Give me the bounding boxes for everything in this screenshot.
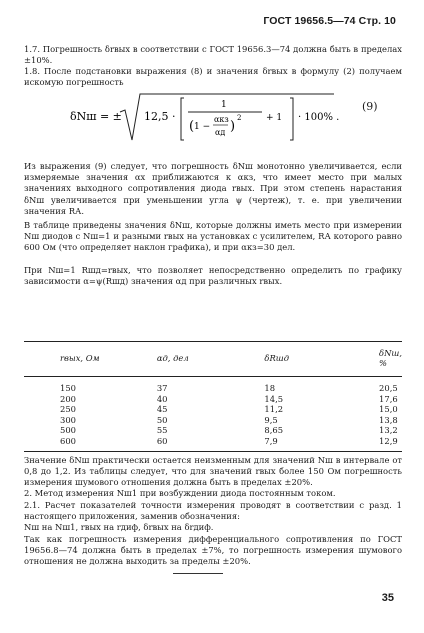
paragraph-table-intro: В таблице приведены значения δNш, которые должны иметь место при измерении Nш диодов с Nш=1 и разными rвых на установках с усилителем, RА которого равно 600 Ом (что определяет наклон графика), и при αкз=30 дел. [24, 220, 402, 253]
cell-delta-n: 17,6 [379, 393, 398, 404]
cell-r-out: 200 [60, 393, 76, 404]
paragraph-1-7: 1.7. Погрешность δrвых в соответствии с ГОСТ 19656.3—74 должна быть в пределах ±10%. [24, 44, 402, 66]
formula-num: 1 [221, 100, 227, 110]
table-row [24, 436, 402, 451]
svg-text:2: 2 [237, 114, 242, 122]
col-header-alpha-d: αд, дел [121, 342, 229, 377]
table-row [24, 425, 402, 436]
cell-alpha-d: 45 [156, 404, 168, 415]
cell-delta-r: 9,5 [264, 414, 278, 425]
table-row [24, 377, 402, 394]
paragraph-2-1: 2.1. Расчет показателей точности измерения проводят в соответствии с разд. 1 настоящего приложения, заменив обозначения: [24, 500, 402, 522]
table-row [24, 415, 402, 426]
cell-r-out: 150 [60, 383, 76, 393]
paragraph-2: 2. Метод измерения Nш1 при возбуждении диода постоянным током. [24, 488, 336, 498]
cell-delta-r: 7,9 [228, 436, 339, 451]
end-rule [173, 573, 223, 574]
cell-alpha-d: 50 [156, 414, 168, 425]
results-table [24, 341, 402, 452]
cell-r-out: 500 [60, 425, 76, 436]
col-header-delta-r: δRшд [228, 342, 339, 377]
formula-plus-one: + 1 [266, 113, 283, 123]
cell-delta-r: 11,2 [264, 404, 284, 415]
table-row [24, 394, 402, 405]
formula-lhs: δNш = ± [70, 110, 122, 123]
paragraph-substitutions: Nш на Nш1, rвых на rдиф, δrвых на δrдиф. [24, 522, 214, 532]
cell-alpha-d: 55 [156, 425, 168, 436]
cell-delta-n: 12,9 [339, 436, 402, 451]
page-header: ГОСТ 19656.5—74 Стр. 10 [263, 15, 396, 27]
cell-alpha-d: 37 [156, 383, 168, 393]
paragraph-final: Так как погрешность измерения дифференциального сопротивления по ГОСТ 19656.8—74 должна быть в пределах ±7%, то погрешность измерения шумового отношения не должна выходить за пределы ±20%. [24, 534, 402, 567]
cell-delta-n: 20,5 [379, 383, 398, 393]
formula-coef: 12,5 · [144, 110, 176, 123]
cell-r-out: 250 [60, 404, 76, 415]
svg-text:): ) [230, 119, 236, 134]
cell-delta-n: 13,2 [379, 425, 398, 436]
cell-r-out: 600 [24, 436, 121, 451]
formula-inner-den: αд [215, 128, 226, 137]
svg-text:(: ( [189, 119, 195, 134]
cell-delta-r: 8,65 [264, 425, 284, 436]
paragraph-9-analysis: Из выражения (9) следует, что погрешность δNш монотонно увеличивается, если измеряемые значения αx приближаются к αкз, что имеет место при малых значениях выходного сопротивления диода rвых. При этом степень нарастания δNш увеличивается при уменьшении угла ψ (чертеж), т. е. при увеличении значения RА. [24, 161, 402, 216]
page-number: 35 [381, 592, 394, 604]
formula-tail: · 100% . [298, 112, 340, 123]
formula-label: (9) [362, 100, 378, 113]
formula-inner-num: αкз [214, 115, 229, 124]
formula-one: 1 − [194, 122, 211, 132]
cell-alpha-d: 40 [156, 393, 168, 404]
cell-delta-n: 15,0 [379, 404, 398, 415]
col-header-r-out: rвых, Ом [24, 342, 121, 377]
paragraph-graph: При Nш=1 Rшд=rвых, что позволяет непосредственно определить по графику зависимости α=ψ(Rшд) значения αд при различных rвых. [24, 265, 402, 287]
cell-alpha-d: 60 [121, 436, 229, 451]
cell-r-out: 300 [60, 414, 76, 425]
cell-delta-n: 13,8 [379, 414, 398, 425]
table-row [24, 404, 402, 415]
table-header-row [24, 342, 402, 377]
paragraph-1-8: 1.8. После подстановки выражения (8) и значения δrвых в формулу (2) получаем искомую погрешность [24, 66, 402, 88]
cell-delta-r: 14,5 [264, 393, 284, 404]
formula-9 [70, 90, 390, 146]
paragraph-conclusion: Значение δNш практически остается неизменным для значений Nш в интервале от 0,8 до 1,2. Из таблицы следует, что для значений rвых более 150 Ом погрешность измерения шумового отношения должна быть в пределах ±20%. [24, 455, 402, 488]
col-header-delta-n: δNш, % [339, 342, 402, 377]
cell-delta-r: 18 [264, 383, 276, 393]
